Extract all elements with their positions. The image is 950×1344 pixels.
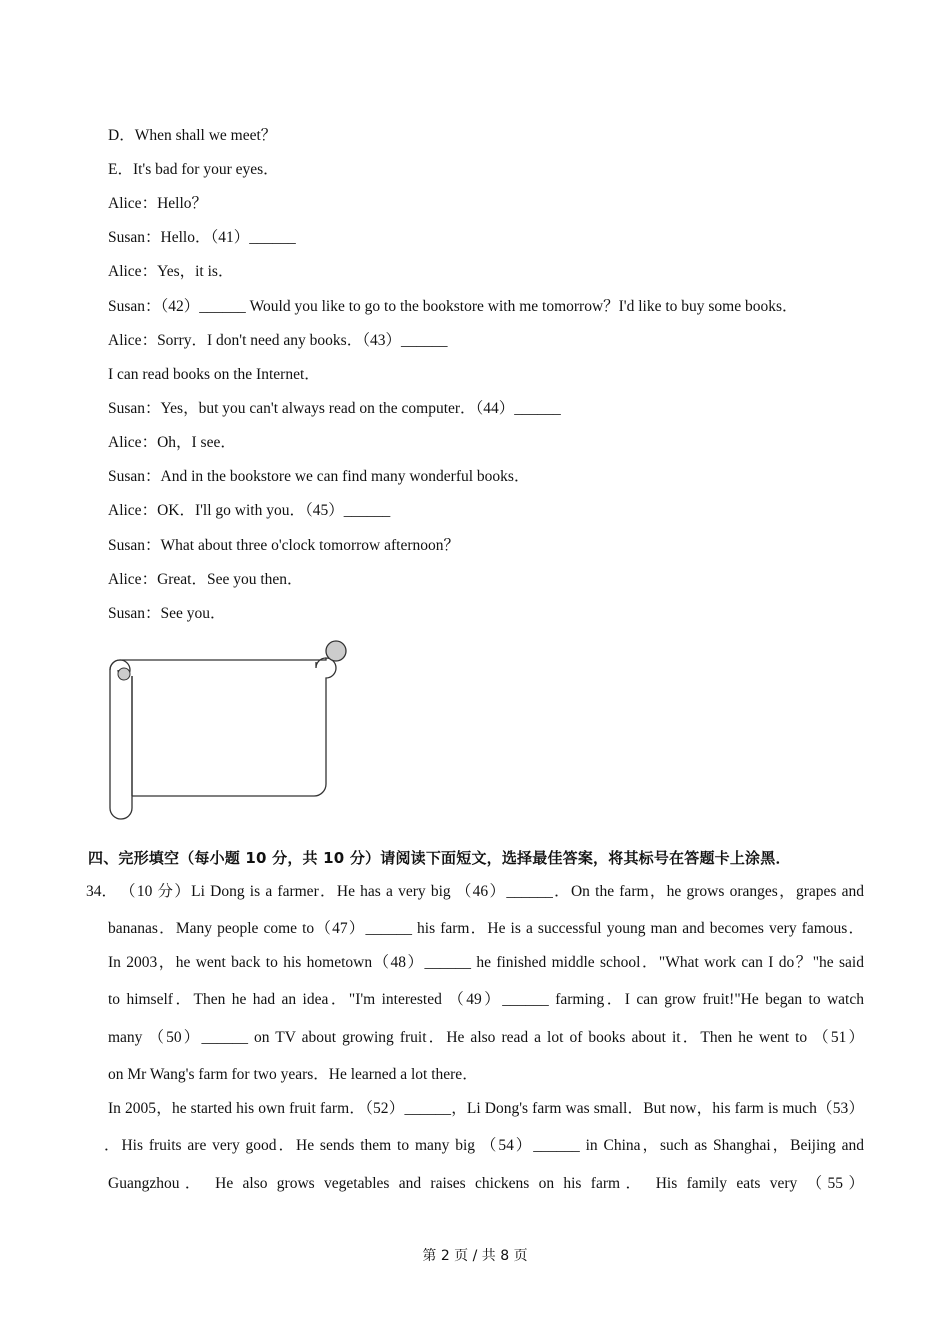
dialogue-line: Susan：（42）______ Would you like to go to the bookstore with me tomorrow？I'd like to buy some books． xyxy=(108,298,798,315)
passage-line: many （50）______ on TV about growing fruit．He also read a lot of books about it．Then he went to （51） xyxy=(108,1029,864,1046)
scroll-image xyxy=(104,636,354,822)
question-number: 34． xyxy=(86,883,118,900)
dialogue-line: Alice：Yes，it is． xyxy=(108,263,234,280)
passage-line: Guangzhou． He also grows vegetables and raises chickens on his farm． His family eats very （55） xyxy=(108,1175,864,1192)
dialogue-line: Alice：Sorry．I don't need any books．（43）______ xyxy=(108,332,448,349)
dialogue-line: Alice：OK．I'll go with you．（45）______ xyxy=(108,502,391,519)
passage-line: ．His fruits are very good．He sends them to many big （54）______ in China，such as Shanghai，Beijing and xyxy=(104,1137,864,1154)
option-d: D．When shall we meet？ xyxy=(108,127,277,144)
section-heading: 四、完形填空（每小题 10 分，共 10 分）请阅读下面短文，选择最佳答案，将其标号在答题卡上涂黑． xyxy=(88,849,791,867)
passage-line: on Mr Wang's farm for two years．He learned a lot there． xyxy=(108,1066,478,1083)
page-footer: 第 2 页 / 共 8 页 xyxy=(422,1248,528,1264)
dialogue-line: I can read books on the Internet． xyxy=(108,366,320,383)
passage-line: bananas．Many people come to（47）______ his farm．He is a successful young man and becomes very famous． xyxy=(108,920,864,937)
dialogue-line: Alice：Oh，I see． xyxy=(108,434,236,451)
dialogue-line: Susan：Yes，but you can't always read on the computer．（44）______ xyxy=(108,400,561,417)
passage-line: to himself．Then he had an idea．"I'm interested （49）______ farming．I can grow fruit!"He began to watch xyxy=(108,991,864,1008)
dialogue-line: Susan：What about three o'clock tomorrow afternoon？ xyxy=(108,537,460,554)
passage-line: In 2005，he started his own fruit farm．（52）______，Li Dong's farm was small．But now，his farm is much（53） xyxy=(108,1100,864,1117)
dialogue-line: Susan：Hello．（41）______ xyxy=(108,229,296,246)
dialogue-line: Alice：Great．See you then． xyxy=(108,571,303,588)
dialogue-line: Susan：And in the bookstore we can find many wonderful books． xyxy=(108,468,530,485)
passage-line: In 2003，he went back to his hometown（48）______ he finished middle school．"What work can I do？"he said xyxy=(108,954,864,971)
dialogue-line: Alice：Hello？ xyxy=(108,195,208,212)
option-e: E．It's bad for your eyes． xyxy=(108,161,279,178)
dialogue-line: Susan：See you． xyxy=(108,605,226,622)
passage-line: （10 分）Li Dong is a farmer．He has a very big （46）______．On the farm，he grows oranges，grapes and xyxy=(120,883,864,900)
